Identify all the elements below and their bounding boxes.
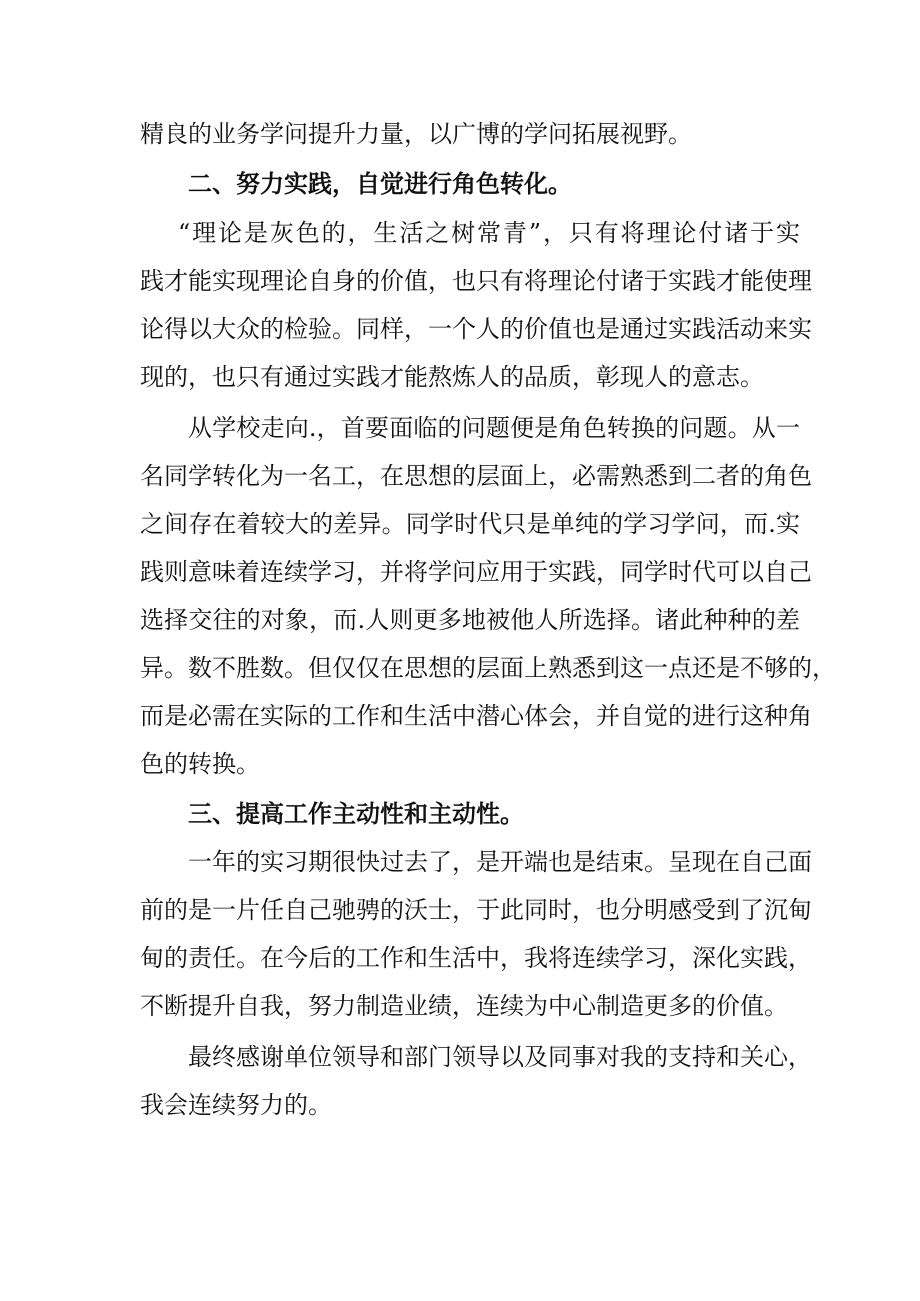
paragraph-line: 色的转换。 [140,750,260,778]
paragraph-line: 现的，也只有通过实践才能熬炼人的品质，彰现人的意志。 [140,363,764,391]
paragraph-line: 甸的责任。在今后的工作和生活中，我将连续学习，深化实践， [140,944,812,972]
paragraph-line: 不断提升自我，努力制造业绩，连续为中心制造更多的价值。 [140,992,788,1020]
section-heading-3: 三、提高工作主动性和主动性。 [188,800,524,828]
paragraph-line: 从学校走向.，首要面临的问题便是角色转换的问题。从一 [188,414,800,442]
paragraph-line: 之间存在着较大的差异。同学时代只是单纯的学习学问，而.实 [140,510,800,538]
paragraph-line: 践才能实现理论自身的价值，也只有将理论付诸于实践才能使理 [140,267,812,295]
paragraph-line: 选择交往的对象，而.人则更多地被他人所选择。诸此种种的差 [140,606,800,634]
paragraph-line: 而是必需在实际的工作和生活中潜心体会，并自觉的进行这种角 [140,702,812,730]
section-heading-2: 二、努力实践，自觉进行角色转化。 [188,170,572,198]
paragraph-line: 我会连续努力的。 [140,1091,332,1119]
paragraph-line: 一年的实习期很快过去了，是开端也是结束。呈现在自己面 [188,848,812,876]
paragraph-line: 践则意味着连续学习，并将学问应用于实践，同学时代可以自己 [140,558,812,586]
paragraph-line: 名同学转化为一名工，在思想的层面上，必需熟悉到二者的角色 [140,462,812,490]
paragraph-line: 前的是一片任自己驰骋的沃士，于此同时，也分明感受到了沉甸 [140,896,812,924]
paragraph-line: 精良的业务学问提升力量，以广博的学问拓展视野。 [140,120,692,148]
paragraph-line: “理论是灰色的，生活之树常青”，只有将理论付诸于实 [178,219,800,247]
paragraph-line: 论得以大众的检验。同样，一个人的价值也是通过实践活动来实 [140,315,812,343]
paragraph-line: 最终感谢单位领导和部门领导以及同事对我的支持和关心， [188,1043,812,1071]
paragraph-line: 异。数不胜数。但仅仅在思想的层面上熟悉到这一点还是不够的， [140,654,836,682]
